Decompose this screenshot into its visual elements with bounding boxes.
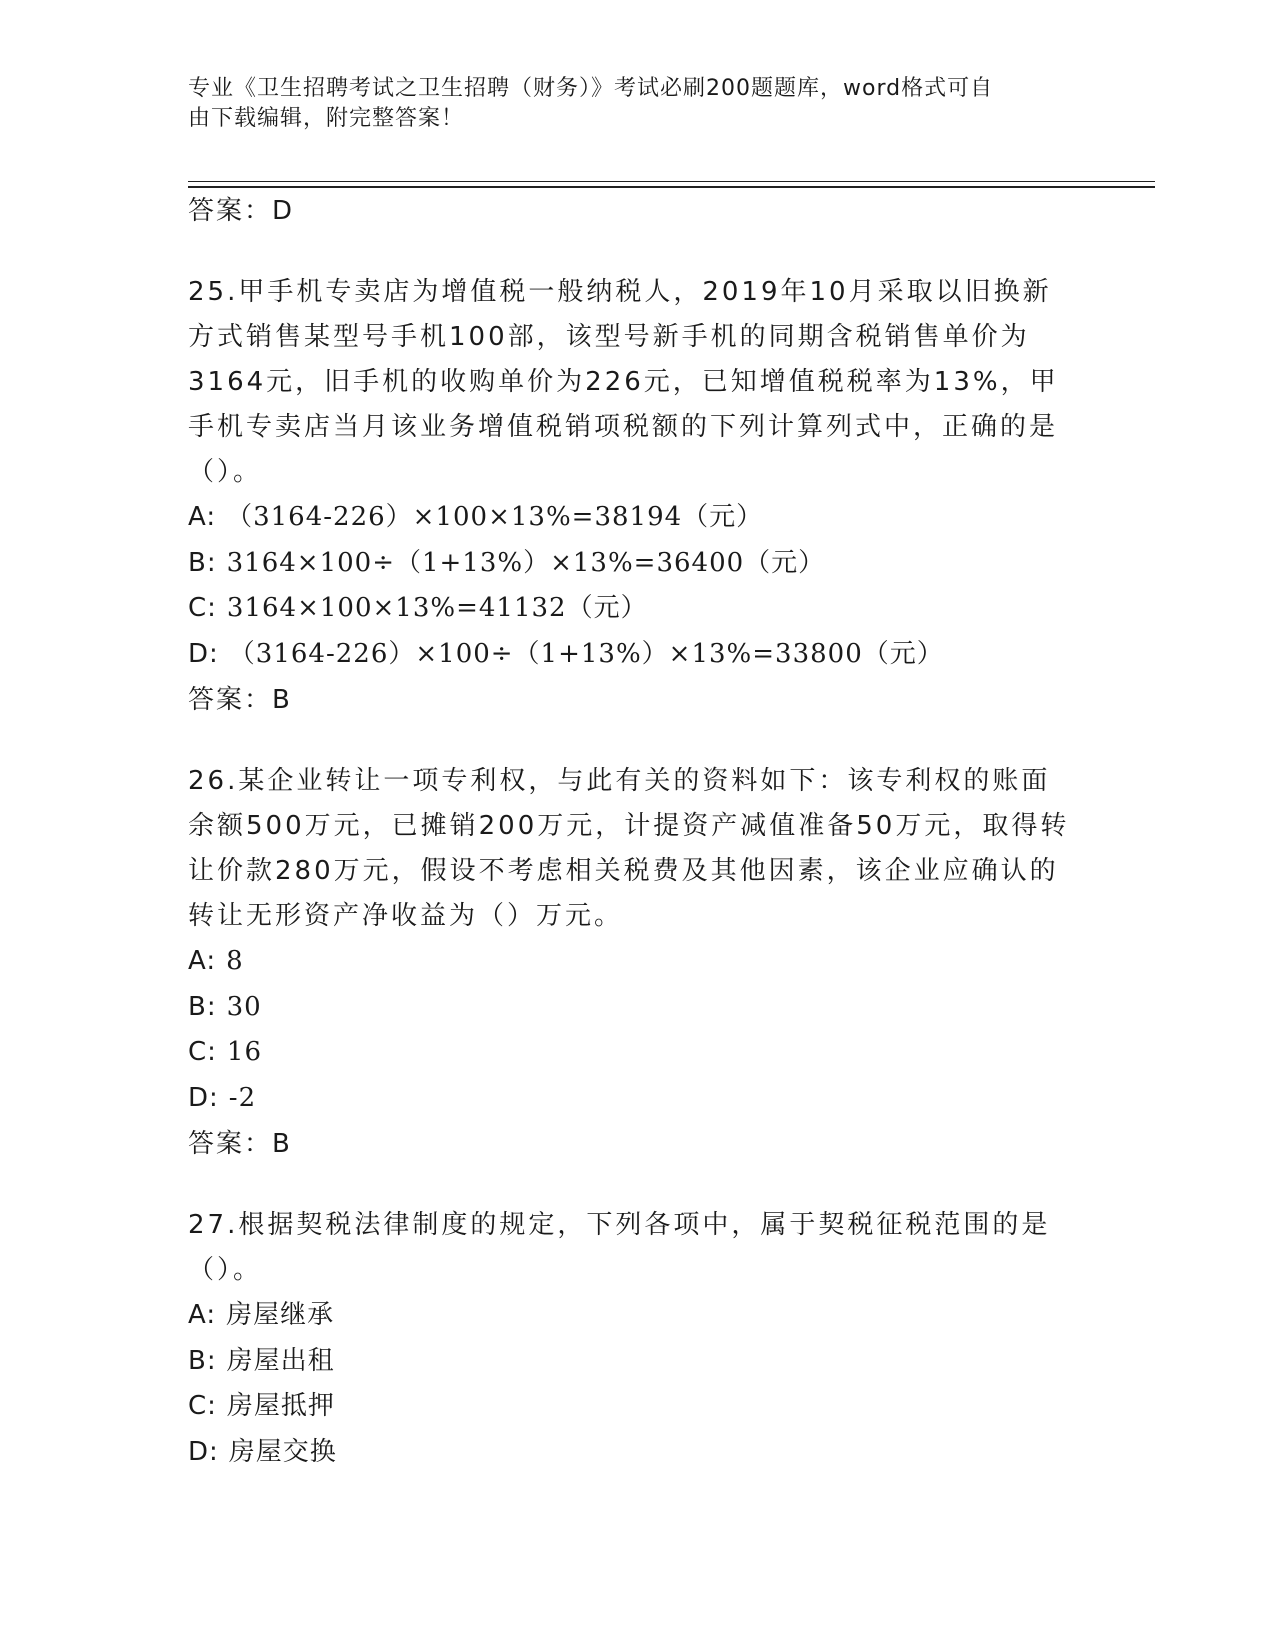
answer: 答案：B	[188, 1129, 292, 1159]
option-d	[188, 1430, 1088, 1476]
option-d	[188, 1076, 1088, 1122]
document-header	[188, 74, 1068, 134]
option-label: B:	[188, 991, 217, 1022]
option-label: C:	[188, 1391, 217, 1421]
option-label: B:	[188, 547, 217, 578]
previous-answer: 答案：D	[188, 196, 295, 226]
question-25	[188, 270, 1088, 723]
option-c	[188, 1030, 1088, 1076]
option-text: 房屋继承	[226, 1300, 335, 1330]
option-b	[188, 541, 1088, 587]
question-text: 26.某企业转让一项专利权，与此有关的资料如下：该专利权的账面余额500万元，已摊销200万元，计提资产减值准备50万元，取得转让价款280万元，假设不考虑相关税费及其他因素，该企业应确认的转让无形资产净收益为（）万元。	[188, 766, 1070, 931]
option-text: 8	[226, 946, 244, 976]
option-label: A:	[188, 946, 217, 976]
option-a	[188, 1293, 1088, 1339]
option-b	[188, 1339, 1088, 1385]
option-text: （3164-226）×100÷（1+13%）×13%=33800（元）	[228, 638, 944, 669]
option-text: 30	[226, 991, 262, 1022]
option-label: D:	[188, 1082, 219, 1113]
question-26	[188, 759, 1088, 1167]
option-text: （3164-226）×100×13%=38194（元）	[226, 502, 764, 532]
option-c	[188, 586, 1088, 632]
option-text: 16	[226, 1037, 263, 1067]
answer: 答案：B	[188, 685, 292, 715]
option-c	[188, 1384, 1088, 1430]
option-label: D:	[188, 1436, 219, 1467]
option-text: 房屋交换	[228, 1436, 337, 1467]
question-text: 25.甲手机专卖店为增值税一般纳税人，2019年10月采取以旧换新方式销售某型号手机100部，该型号新手机的同期含税销售单价为3164元，旧手机的收购单价为226元，已知增值税税率为13%，甲手机专卖店当月该业务增值税销项税额的下列计算列式中，正确的是（）。	[188, 277, 1059, 487]
option-a	[188, 495, 1088, 541]
option-d	[188, 632, 1088, 678]
option-text: 房屋出租	[226, 1345, 335, 1376]
document-body	[188, 188, 1088, 1475]
question-27	[188, 1203, 1088, 1475]
option-text: -2	[228, 1082, 257, 1113]
option-b	[188, 985, 1088, 1031]
option-label: D:	[188, 638, 219, 669]
header-line-2: 由下载编辑，附完整答案！	[188, 106, 465, 131]
header-divider-thin	[188, 181, 1155, 182]
option-label: C:	[188, 593, 217, 623]
option-label: B:	[188, 1345, 217, 1376]
question-text: 27.根据契税法律制度的规定，下列各项中，属于契税征税范围的是（）。	[188, 1210, 1051, 1285]
header-line-1: 专业《卫生招聘考试之卫生招聘（财务）》考试必刷200题题库，word格式可自	[188, 76, 994, 101]
option-a	[188, 939, 1088, 985]
option-label: C:	[188, 1037, 217, 1067]
option-text: 房屋抵押	[226, 1391, 335, 1421]
option-text: 3164×100÷（1+13%）×13%=36400（元）	[226, 547, 826, 578]
option-label: A:	[188, 502, 217, 532]
option-text: 3164×100×13%=41132（元）	[226, 593, 648, 623]
option-label: A:	[188, 1300, 217, 1330]
